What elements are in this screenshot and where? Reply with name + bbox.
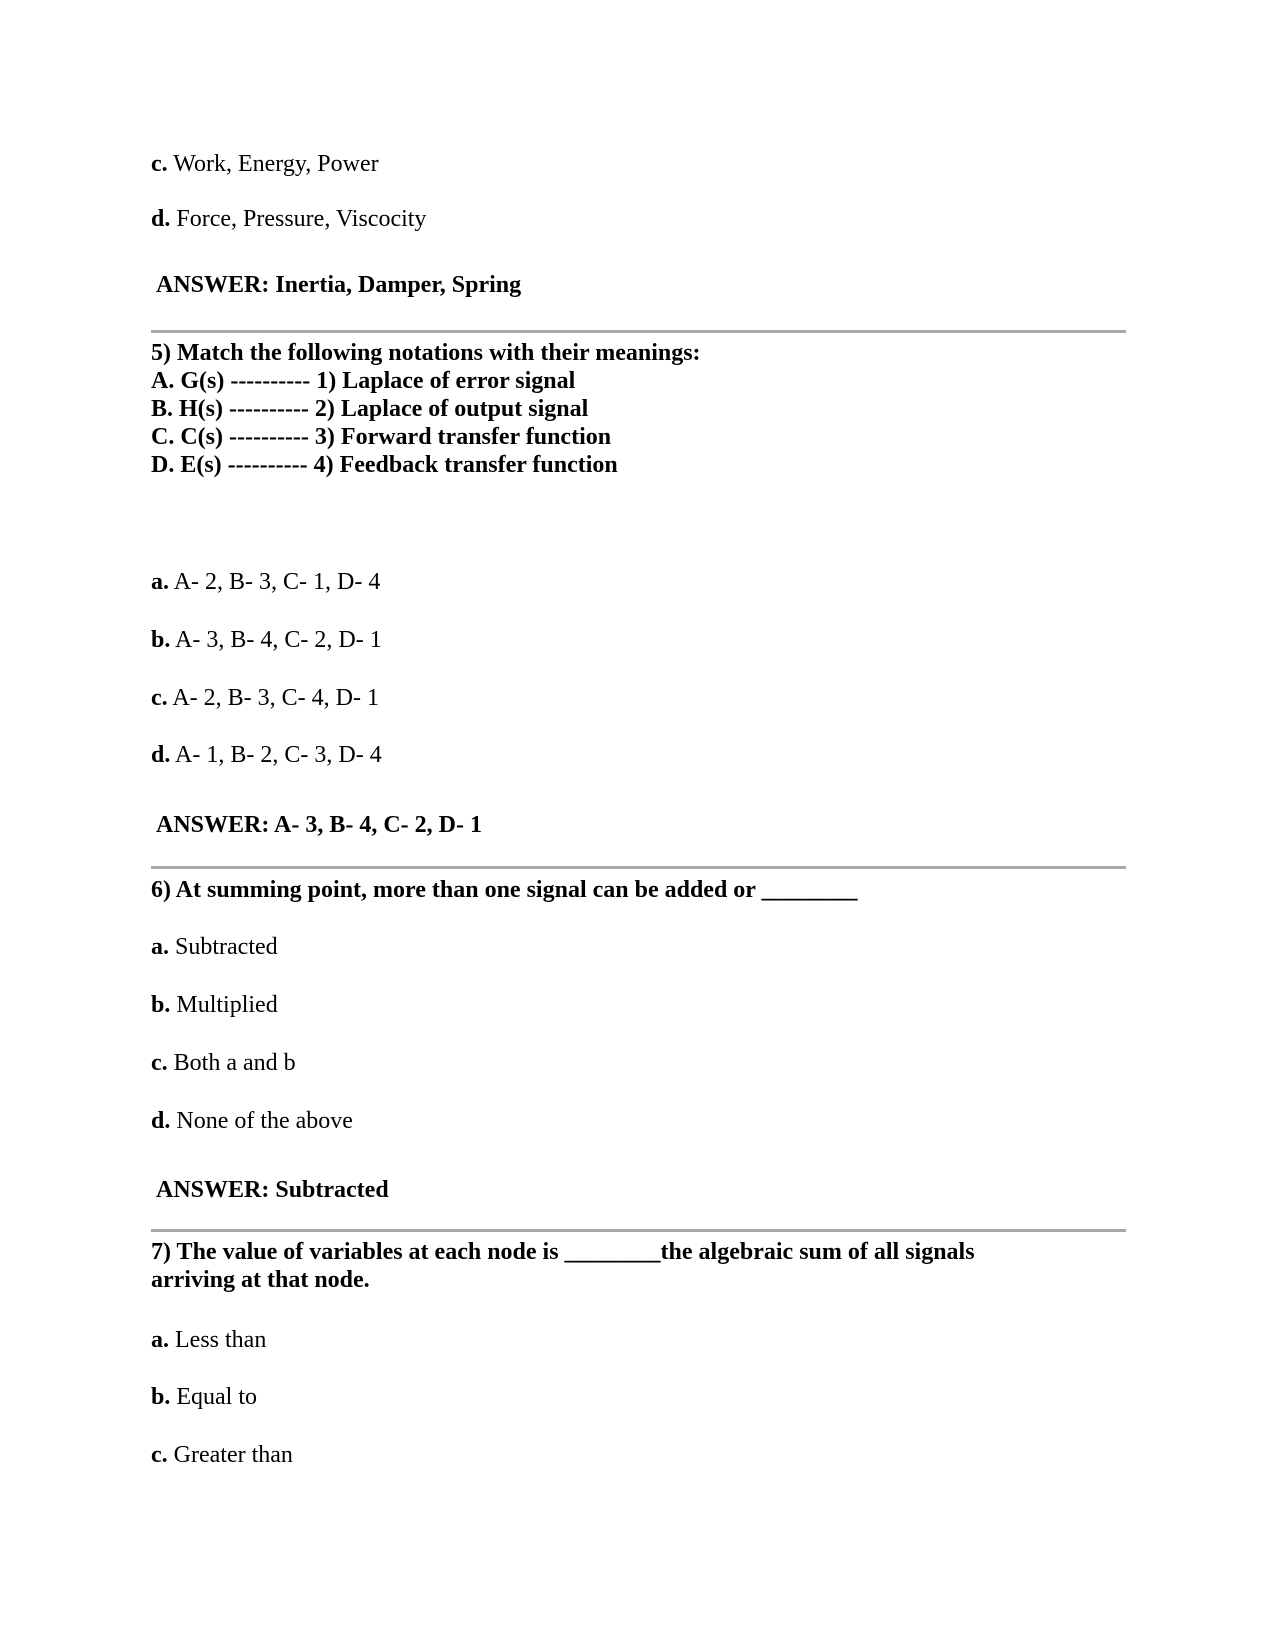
q5-option-b-letter: b. (151, 627, 171, 653)
q4-option-d (151, 205, 426, 234)
q7-option-b-text: Equal to (176, 1384, 258, 1410)
q4-option-d-text: Force, Pressure, Viscocity (176, 206, 427, 232)
divider (151, 866, 1126, 869)
q7-option-c-text: Greater than (173, 1442, 293, 1468)
q6-option-c-letter: c. (151, 1050, 168, 1076)
q5-match-d: D. E(s) ---------- 4) Feedback transfer function (151, 452, 618, 478)
q6-option-b-letter: b. (151, 992, 171, 1018)
q7-option-c (151, 1441, 293, 1470)
q5-option-d-letter: d. (151, 742, 171, 768)
q5-option-c-letter: c. (151, 685, 168, 711)
q6-option-a-text: Subtracted (175, 934, 278, 960)
q7-question-line-2: arriving at that node. (151, 1267, 370, 1293)
q7-option-c-letter: c. (151, 1442, 168, 1468)
q6-option-d (151, 1107, 353, 1136)
q6-answer: ANSWER: Subtracted (156, 1177, 389, 1203)
q5-option-a (151, 568, 380, 597)
q7-option-a-letter: a. (151, 1327, 169, 1353)
q7-option-b-letter: b. (151, 1384, 171, 1410)
q4-option-c-text: Work, Energy, Power (173, 151, 379, 177)
q6-option-a (151, 933, 278, 962)
q6-option-b (151, 991, 278, 1020)
q5-option-d (151, 741, 382, 770)
q5-option-a-text: A- 2, B- 3, C- 1, D- 4 (173, 569, 381, 595)
divider (151, 330, 1126, 333)
q5-question: 5) Match the following notations with their meanings: (151, 340, 701, 366)
q5-option-d-text: A- 1, B- 2, C- 3, D- 4 (175, 742, 382, 768)
q5-match-b: B. H(s) ---------- 2) Laplace of output signal (151, 396, 589, 422)
q6-option-c-text: Both a and b (173, 1050, 296, 1076)
q4-option-c (151, 150, 379, 179)
q5-option-c-text: A- 2, B- 3, C- 4, D- 1 (172, 685, 379, 711)
q6-option-a-letter: a. (151, 934, 169, 960)
q4-option-d-letter: d. (151, 206, 171, 232)
q5-answer: ANSWER: A- 3, B- 4, C- 2, D- 1 (156, 812, 482, 838)
q7-option-a (151, 1326, 266, 1355)
q6-question: 6) At summing point, more than one signal can be added or ________ (151, 877, 858, 903)
q5-match-c: C. C(s) ---------- 3) Forward transfer function (151, 424, 612, 450)
q7-option-b (151, 1383, 257, 1412)
q4-option-c-letter: c. (151, 151, 168, 177)
q4-answer: ANSWER: Inertia, Damper, Spring (156, 272, 522, 298)
q7-question-line-1: 7) The value of variables at each node is ________the algebraic sum of all signals (151, 1239, 975, 1265)
q5-option-a-letter: a. (151, 569, 169, 595)
q5-match-a: A. G(s) ---------- 1) Laplace of error signal (151, 368, 576, 394)
q6-option-c (151, 1049, 296, 1078)
q6-option-d-letter: d. (151, 1108, 171, 1134)
q7-option-a-text: Less than (175, 1327, 267, 1353)
q6-option-b-text: Multiplied (176, 992, 278, 1018)
q5-option-b (151, 626, 382, 655)
q5-option-b-text: A- 3, B- 4, C- 2, D- 1 (175, 627, 382, 653)
q6-option-d-text: None of the above (176, 1108, 353, 1134)
divider (151, 1229, 1126, 1232)
q5-option-c (151, 684, 379, 713)
